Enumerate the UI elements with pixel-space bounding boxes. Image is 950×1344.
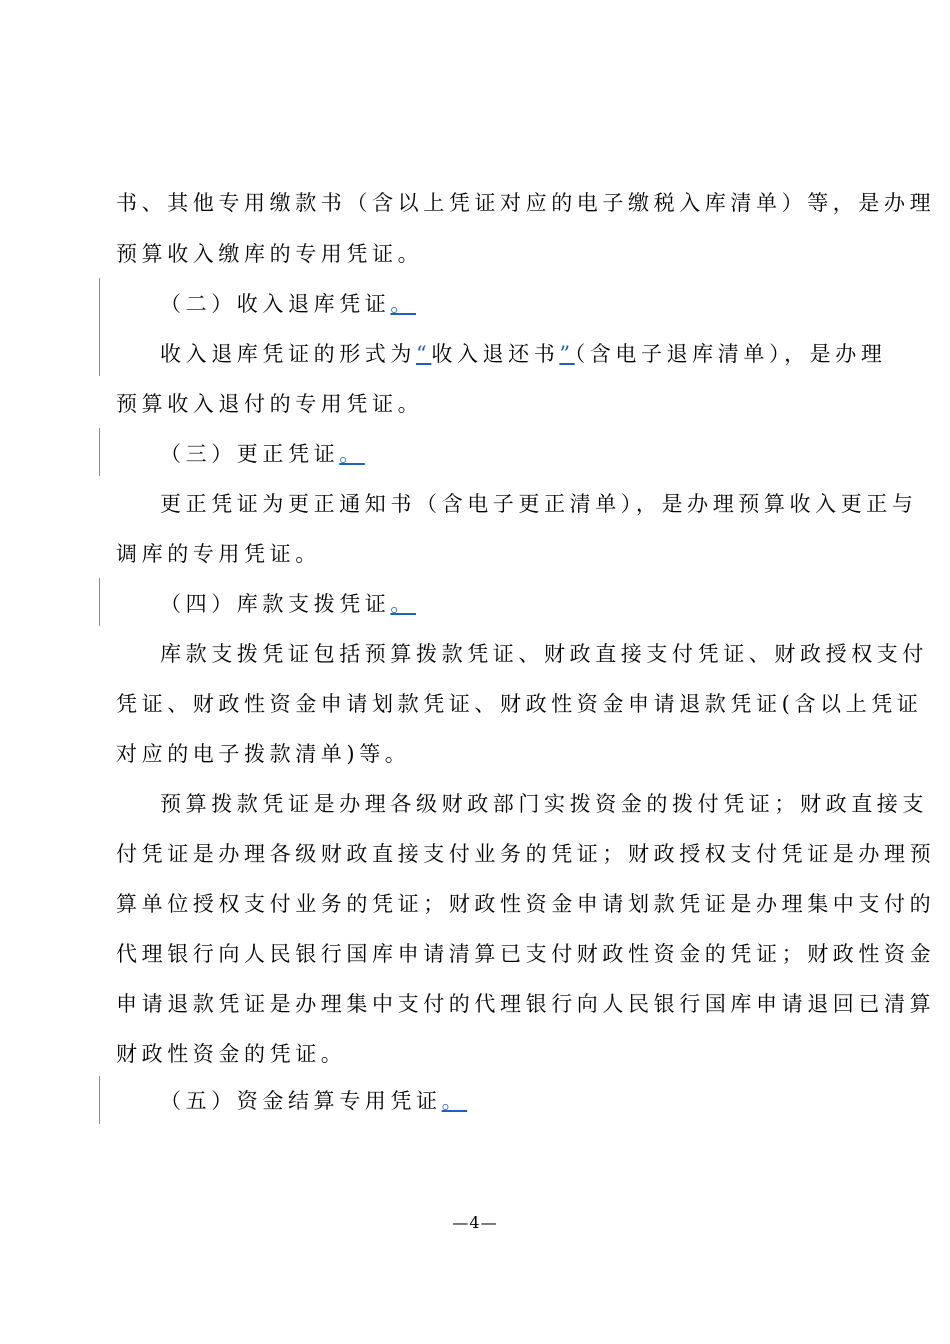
change-bar — [99, 428, 100, 476]
change-bar — [99, 578, 100, 626]
tracked-insertion: 。 — [390, 292, 417, 316]
heading-4-text: （四）库款支拨凭证 — [160, 592, 391, 616]
heading-5 — [160, 1086, 467, 1116]
para-5-line-1: 预算拨款凭证是办理各级财政部门实拨资金的拨付凭证；财政直接支 — [160, 792, 928, 816]
para-4-line-1: 库款支拨凭证包括预算拨款凭证、财政直接支付凭证、财政授权支付 — [160, 642, 928, 666]
heading-4 — [160, 589, 416, 619]
heading-2-text: （二）收入退库凭证 — [160, 292, 391, 316]
para-5-line-3: 算单位授权支付业务的凭证；财政性资金申请划款凭证是办理集中支付的 — [116, 892, 936, 916]
para-5-line-6: 财政性资金的凭证。 — [116, 1042, 347, 1066]
para-3-line-2: 调库的专用凭证。 — [116, 542, 321, 566]
para-3-line-1: 更正凭证为更正通知书（含电子更正清单），是办理预算收入更正与 — [160, 492, 918, 516]
para-2-text-c: （含电子退库清单），是办理 — [574, 342, 887, 366]
tracked-insertion: 。 — [339, 442, 365, 466]
heading-2 — [160, 289, 416, 319]
para-5-line-2: 付凭证是办理各级财政直接支付业务的凭证；财政授权支付凭证是办理预 — [116, 842, 936, 866]
para-5-line-4: 代理银行向人民银行国库申请清算已支付财政性资金的凭证；财政性资金 — [116, 942, 936, 966]
para-2-line-1 — [160, 339, 887, 369]
tracked-insertion: 。 — [390, 592, 417, 616]
change-bar — [99, 278, 100, 376]
para-1-line-1: 书、其他专用缴款书（含以上凭证对应的电子缴税入库清单）等，是办理 — [116, 191, 936, 215]
para-1-line-2: 预算收入缴库的专用凭证。 — [116, 242, 424, 266]
page-number: —4— — [452, 1213, 498, 1232]
para-2-text-b: 收入退还书 — [431, 342, 560, 366]
para-5-line-5: 申请退款凭证是办理集中支付的代理银行向人民银行国库申请退回已清算 — [116, 992, 936, 1016]
para-4-line-2: 凭证、财政性资金申请划款凭证、财政性资金申请退款凭证(含以上凭证 — [116, 692, 923, 716]
heading-3-text: （三）更正凭证 — [160, 442, 340, 466]
para-2-text-a: 收入退库凭证的形式为 — [160, 342, 416, 366]
para-4-line-3: 对应的电子拨款清单)等。 — [116, 742, 411, 766]
heading-3 — [160, 439, 365, 469]
heading-5-text: （五）资金结算专用凭证 — [160, 1089, 442, 1113]
tracked-quote-close: ” — [559, 342, 575, 366]
change-bar — [99, 1076, 100, 1124]
tracked-insertion: 。 — [441, 1089, 468, 1113]
tracked-quote-open: “ — [416, 342, 432, 366]
para-2-line-2: 预算收入退付的专用凭证。 — [116, 392, 424, 416]
